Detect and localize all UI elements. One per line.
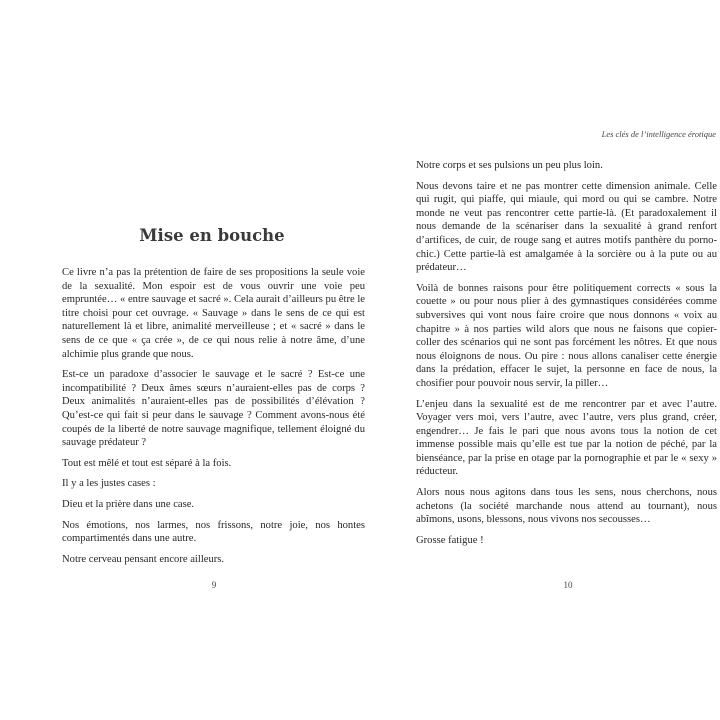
paragraph: L’enjeu dans la sexualité est de me rencontrer par et avec l’autre. Voyager vers moi, vers l’autre, avec l’autre, vers plus grand, créer, engendrer… Je fais le pari que nous avons tous la notion de cet immense possible mais qu’elle est tue par la notion de péché, par la bienséance, par la prise en otage par la pornographie et par le « sexy » réducteur. bbox=[416, 398, 717, 478]
chapter-title: Mise en bouche bbox=[139, 226, 285, 245]
paragraph: Grosse fatigue ! bbox=[416, 534, 484, 546]
paragraph: Ce livre n’a pas la prétention de faire de ses propositions la seule voie de la sexualité. Mon espoir est de vous ouvrir une voie peu empruntée… « entre sauvage et sacré ». Cela aurait d’ailleurs pu être le titre choisi pour cet ouvrage. « Sauvage » dans le sens de ce qui est naturellement là et libre, animalité merveilleuse ; et « sacré » dans le sens de ce que « ça crée », de ce qui nous relie à notre âme, d’une alchimie plus grande que nous. bbox=[62, 267, 365, 360]
paragraph: Nous devons taire et ne pas montrer cette dimension animale. Celle qui rugit, qui piaffe, qui miaule, qui mord ou qui se cambre. Notre monde ne veut pas rencontrer cette partie-là. (Et paradoxalement il nous demande de la scénariser dans la sexualité à grand renfort d’artifices, de cuir, de rouge sang et autres motifs panthère du porno-chic.) Cette partie-là est amalgamée à la sorcière ou à la pute ou au prédateur… bbox=[416, 180, 717, 274]
paragraph: Il y a les justes cases : bbox=[62, 478, 156, 490]
left-page-body bbox=[62, 266, 365, 573]
page-number-right: 10 bbox=[563, 580, 573, 590]
paragraph: Dieu et la prière dans une case. bbox=[62, 498, 195, 510]
paragraph: Nos émotions, nos larmes, nos frissons, notre joie, nos hontes compartimentés dans une autre. bbox=[62, 519, 365, 545]
paragraph: Est-ce un paradoxe d’associer le sauvage et le sacré ? Est-ce une incompatibilité ? Deux âmes sœurs n’auraient-elles pas de corps ? Deux animalités n’auraient-elles pas de possibilités d’élévation ? Qu’est-ce qui fait si peur dans le sauvage ? Comment avons-nous été coupés de la liberté de notre sauvage magnifique, tellement éloigné du sauvage prédateur ? bbox=[62, 369, 365, 449]
page-number-left: 9 bbox=[211, 580, 217, 590]
paragraph: Voilà de bonnes raisons pour être politiquement corrects « sous la couette » ou pour nous plier à des gymnastiques considérées comme subversives qui vont nous faire croire que nous donnons « voix au chapitre » à nos parties wild alors que nous ne faisons que copier-coller des scénarios qui ne sont pas forcément les nôtres. Et que nous nous éloignons de nous. Ou pire : nous allons canaliser cette énergie dans la prédation, effacer le sujet, la personne en face de nous, la chosifier pour pouvoir nous servir, la piller… bbox=[416, 282, 717, 389]
paragraph: Notre corps et ses pulsions un peu plus loin. bbox=[416, 160, 603, 171]
right-page-body bbox=[416, 159, 717, 554]
paragraph: Alors nous nous agitons dans tous les sens, nous cherchons, nous achetons (la société marchande nous attend au tournant), nous abîmons, usons, blessons, nous vivons nos secousses… bbox=[416, 487, 717, 526]
paragraph: Tout est mêlé et tout est séparé à la fois. bbox=[62, 457, 232, 469]
paragraph: Notre cerveau pensant encore ailleurs. bbox=[62, 553, 225, 565]
running-head: Les clés de l’intelligence érotique bbox=[601, 129, 716, 139]
